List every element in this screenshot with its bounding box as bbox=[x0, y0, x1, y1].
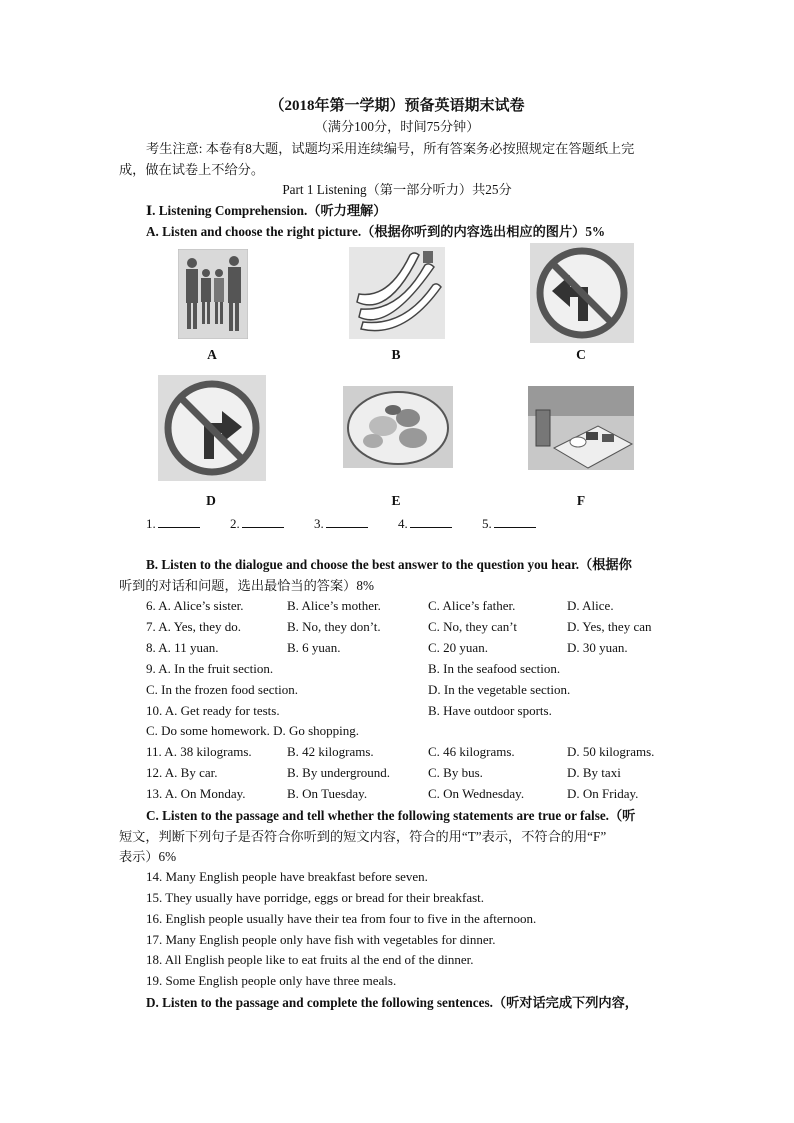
q9-option-a: 9. A. In the fruit section. bbox=[146, 661, 274, 676]
picture-A-family-image bbox=[178, 249, 248, 339]
q11-option-d: D. 50 kilograms. bbox=[567, 744, 655, 759]
answer-blank-5[interactable]: 5. bbox=[482, 515, 536, 532]
picture-C-no-left-turn-sign bbox=[530, 243, 634, 343]
q11-option-c: C. 46 kilograms. bbox=[428, 744, 515, 759]
q12-option-d: D. By taxi bbox=[567, 765, 621, 780]
q13-option-b: B. On Tuesday. bbox=[287, 786, 368, 801]
q12-option-c: C. By bus. bbox=[428, 765, 483, 780]
q12-option-a: 12. A. By car. bbox=[146, 765, 218, 780]
q9-option-d: D. In the vegetable section. bbox=[428, 682, 571, 697]
statement-19: 19. Some English people only have three meals. bbox=[146, 973, 397, 988]
picture-label-A: A bbox=[207, 347, 217, 362]
q8-option-b: B. 6 yuan. bbox=[287, 640, 341, 655]
q11-option-a: 11. A. 38 kilograms. bbox=[146, 744, 252, 759]
picture-label-B: B bbox=[391, 347, 401, 362]
answer-blank-3[interactable]: 3. bbox=[314, 515, 368, 532]
picture-label-C: C bbox=[576, 347, 586, 362]
exam-subtitle: （满分100分，时间75分钟） bbox=[314, 119, 480, 134]
q8-option-d: D. 30 yuan. bbox=[567, 640, 628, 655]
picture-label-D: D bbox=[206, 493, 216, 508]
q9-option-b: B. In the seafood section. bbox=[428, 661, 561, 676]
statement-16: 16. English people usually have their tea from four to five in the afternoon. bbox=[146, 911, 537, 926]
section-B-title-line-1: B. Listen to the dialogue and choose the best answer to the question you hear.（根据你 bbox=[146, 557, 632, 572]
part1-heading: Part 1 Listening（第一部分听力）共25分 bbox=[282, 182, 512, 197]
section-C-title-line-2: 短文，判断下列句子是否符合你听到的短文内容，符合的用“T”表示，不符合的用“F” bbox=[119, 829, 607, 844]
q6-option-d: D. Alice. bbox=[567, 598, 614, 613]
section-A-title: A. Listen and choose the right picture.（根据你听到的内容选出相应的图片）5% bbox=[146, 224, 606, 239]
q6-option-c: C. Alice’s father. bbox=[428, 598, 516, 613]
exam-title: （2018年第一学期）预备英语期末试卷 bbox=[269, 98, 525, 114]
picture-B-bananas-image bbox=[349, 247, 445, 339]
picture-label-F: F bbox=[576, 493, 586, 508]
statement-18: 18. All English people like to eat fruits al the end of the dinner. bbox=[146, 952, 474, 967]
q6-option-b: B. Alice’s mother. bbox=[287, 598, 381, 613]
notice-line-1: 考生注意: 本卷有8大题，试题均采用连续编号，所有答案务必按照规定在答题纸上完 bbox=[146, 141, 635, 156]
statement-15: 15. They usually have porridge, eggs or bread for their breakfast. bbox=[146, 890, 485, 905]
picture-D-no-right-turn-sign bbox=[158, 375, 266, 481]
q8-option-a: 8. A. 11 yuan. bbox=[146, 640, 219, 655]
q10-option-a: 10. A. Get ready for tests. bbox=[146, 703, 280, 718]
section-1-heading: Ⅰ. Listening Comprehension.（听力理解） bbox=[146, 203, 387, 218]
q7-option-b: B. No, they don’t. bbox=[287, 619, 381, 634]
q10-option-b: B. Have outdoor sports. bbox=[428, 703, 552, 718]
picture-E-seafood-plate-image bbox=[343, 386, 453, 468]
q12-option-b: B. By underground. bbox=[287, 765, 391, 780]
section-C-title-line-3: 表示）6% bbox=[119, 849, 177, 864]
q13-option-c: C. On Wednesday. bbox=[428, 786, 525, 801]
picture-F-breakfast-image bbox=[528, 386, 634, 470]
answer-blank-2[interactable]: 2. bbox=[230, 515, 284, 532]
section-D-title: D. Listen to the passage and complete the following sentences.（听对话完成下列内容， bbox=[146, 995, 638, 1010]
q13-option-d: D. On Friday. bbox=[567, 786, 639, 801]
q10-option-cd: C. Do some homework. D. Go shopping. bbox=[146, 723, 360, 738]
statement-17: 17. Many English people only have fish with vegetables for dinner. bbox=[146, 932, 496, 947]
answer-blank-1[interactable]: 1. bbox=[146, 515, 200, 532]
section-B-title-line-2: 听到的对话和问题，选出最恰当的答案）8% bbox=[119, 578, 374, 593]
q7-option-d: D. Yes, they can bbox=[567, 619, 652, 634]
q7-option-a: 7. A. Yes, they do. bbox=[146, 619, 241, 634]
picture-label-E: E bbox=[391, 493, 401, 508]
q7-option-c: C. No, they can’t bbox=[428, 619, 517, 634]
answer-blank-4[interactable]: 4. bbox=[398, 515, 452, 532]
section-C-title-line-1: C. Listen to the passage and tell whether the following statements are true or false.（听 bbox=[146, 808, 636, 823]
q9-option-c: C. In the frozen food section. bbox=[146, 682, 298, 697]
notice-line-2: 成，做在试卷上不给分。 bbox=[119, 162, 265, 177]
q13-option-a: 13. A. On Monday. bbox=[146, 786, 246, 801]
q8-option-c: C. 20 yuan. bbox=[428, 640, 488, 655]
statement-14: 14. Many English people have breakfast before seven. bbox=[146, 869, 428, 884]
q11-option-b: B. 42 kilograms. bbox=[287, 744, 374, 759]
q6-option-a: 6. A. Alice’s sister. bbox=[146, 598, 244, 613]
